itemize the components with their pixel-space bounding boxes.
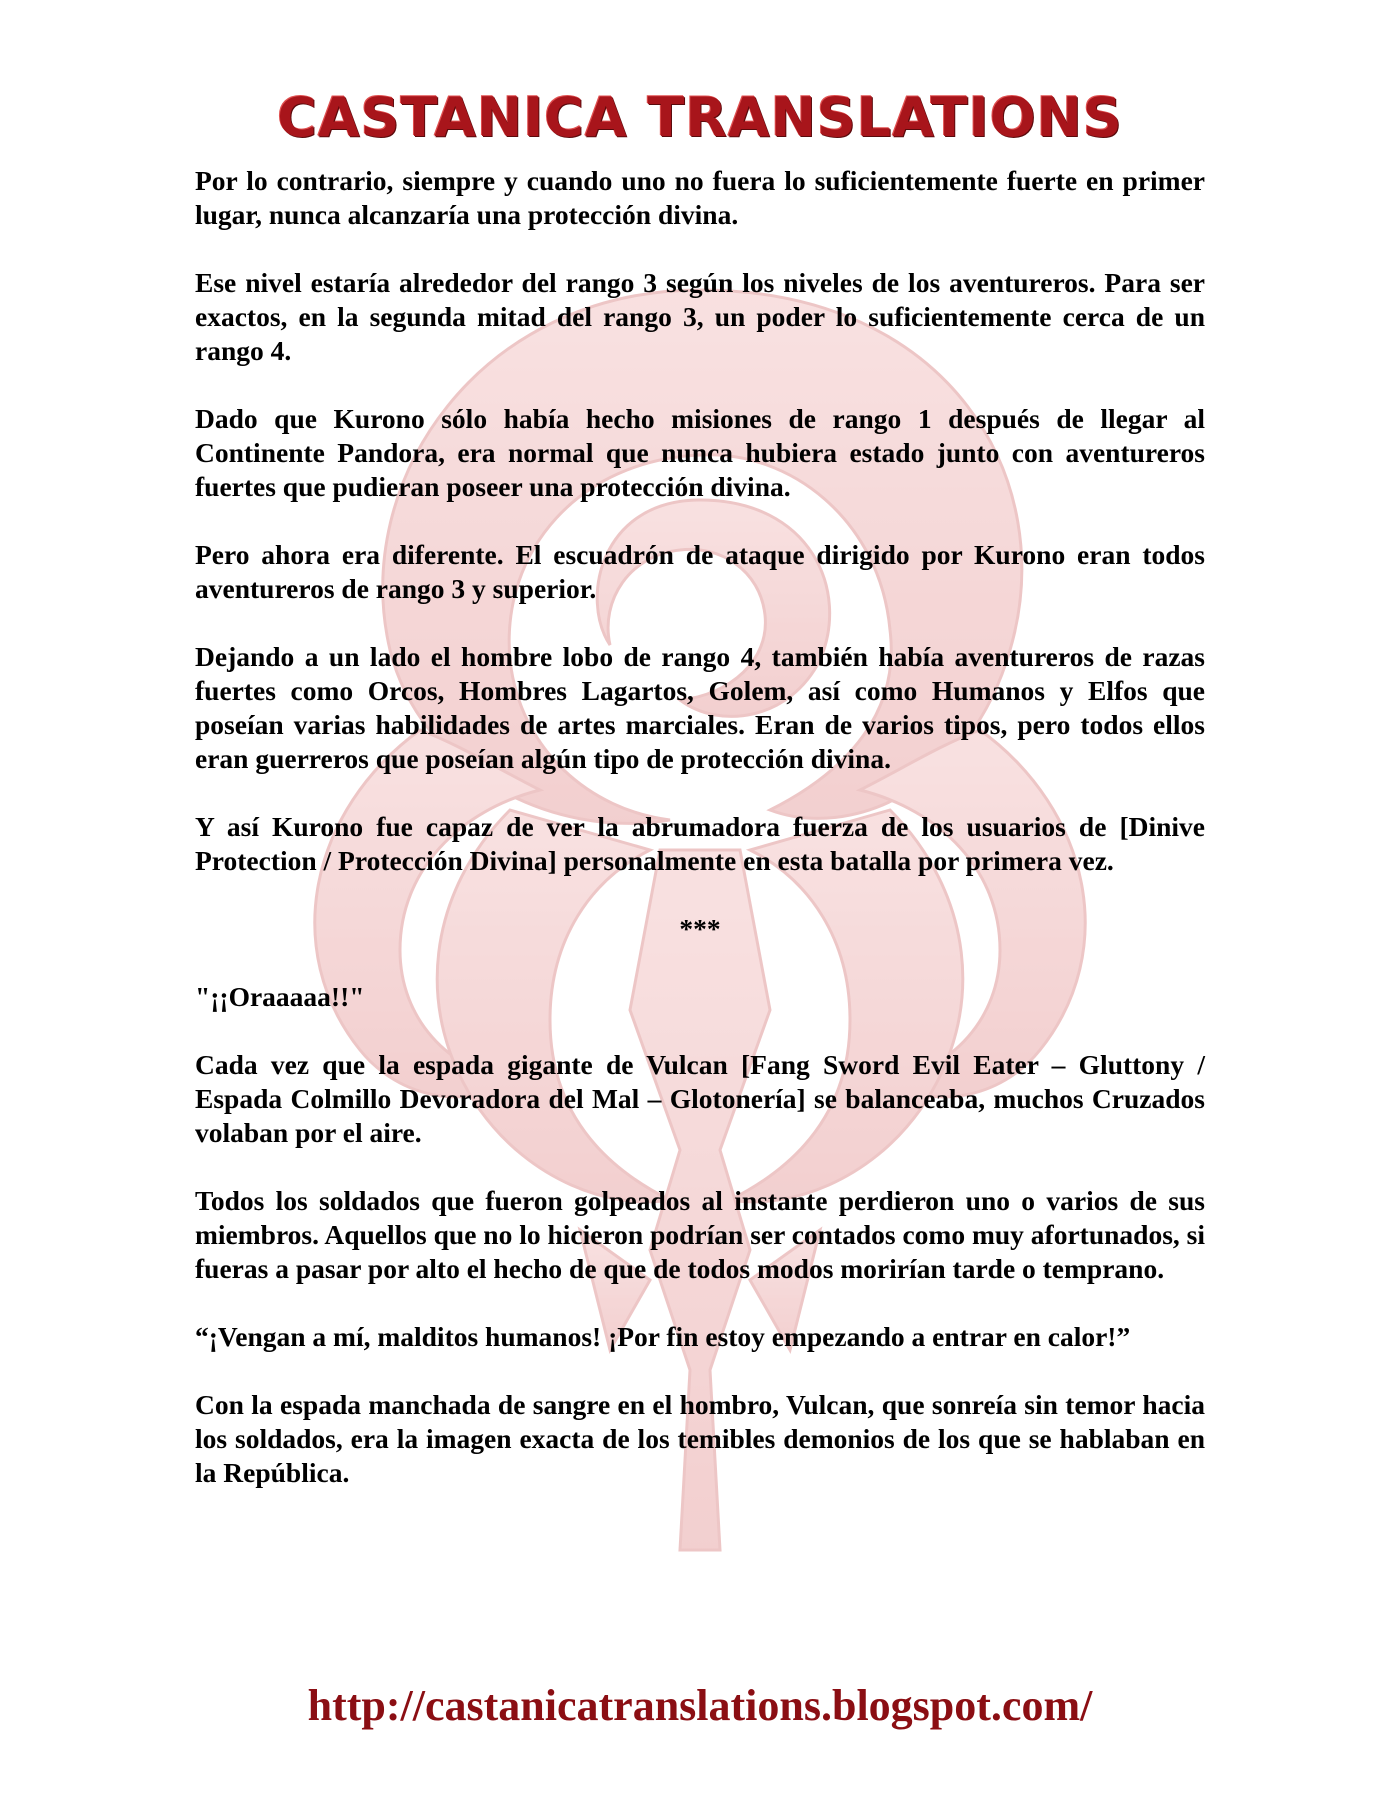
paragraph: Todos los soldados que fueron golpeados al instante perdieron uno o varios de sus miembros. Aquellos que no lo hicieron podrían ser contados como muy afortunados, si fueras a pasar por alto el hecho de que de todos modos morirían tarde o temprano. (195, 1185, 1205, 1284)
paragraph: Por lo contrario, siempre y cuando uno no fuera lo suficientemente fuerte en primer lugar, nunca alcanzaría una protección divina. (195, 165, 1205, 230)
paragraph: Pero ahora era diferente. El escuadrón de ataque dirigido por Kurono eran todos aventureros de rango 3 y superior. (195, 539, 1205, 604)
paragraph: Cada vez que la espada gigante de Vulcan [Fang Sword Evil Eater – Gluttony / Espada Colmillo Devoradora del Mal – Glotonería] se balanceaba, muchos Cruzados volaban por el aire. (195, 1049, 1205, 1148)
paragraph: Con la espada manchada de sangre en el hombro, Vulcan, que sonreía sin temor hacia los soldados, era la imagen exacta de los temibles demonios de los que se hablaban en la República. (195, 1389, 1205, 1488)
header-title: CASTANICA TRANSLATIONS (277, 86, 1123, 149)
dialogue-line: “¡Vengan a mí, malditos humanos! ¡Por fin estoy empezando a entrar en calor!” (195, 1321, 1131, 1352)
paragraph: Dado que Kurono sólo había hecho misiones de rango 1 después de llegar al Continente Pandora, era normal que nunca hubiera estado junto con aventureros fuertes que pudieran poseer una protección divina. (195, 403, 1205, 502)
footer-url-link[interactable]: http://castanicatranslations.blogspot.com/ (307, 1681, 1093, 1730)
paragraph: Ese nivel estaría alrededor del rango 3 según los niveles de los aventureros. Para ser exactos, en la segunda mitad del rango 3, un poder lo suficientemente cerca de un rango 4. (195, 267, 1205, 366)
dialogue-line: "¡¡Oraaaaa!!" (195, 981, 365, 1012)
paragraph: Dejando a un lado el hombre lobo de rango 4, también había aventureros de razas fuertes como Orcos, Hombres Lagartos, Golem, así como Humanos y Elfos que poseían varias habilidades de artes marciales. Eran de varios tipos, pero todos ellos eran guerreros que poseían algún tipo de protección divina. (195, 641, 1205, 774)
scene-break: *** (679, 913, 721, 944)
paragraph: Y así Kurono fue capaz de ver la abrumadora fuerza de los usuarios de [Dinive Protection / Protección Divina] personalmente en esta batalla por primera vez. (195, 811, 1205, 876)
document-body (195, 164, 1205, 1524)
